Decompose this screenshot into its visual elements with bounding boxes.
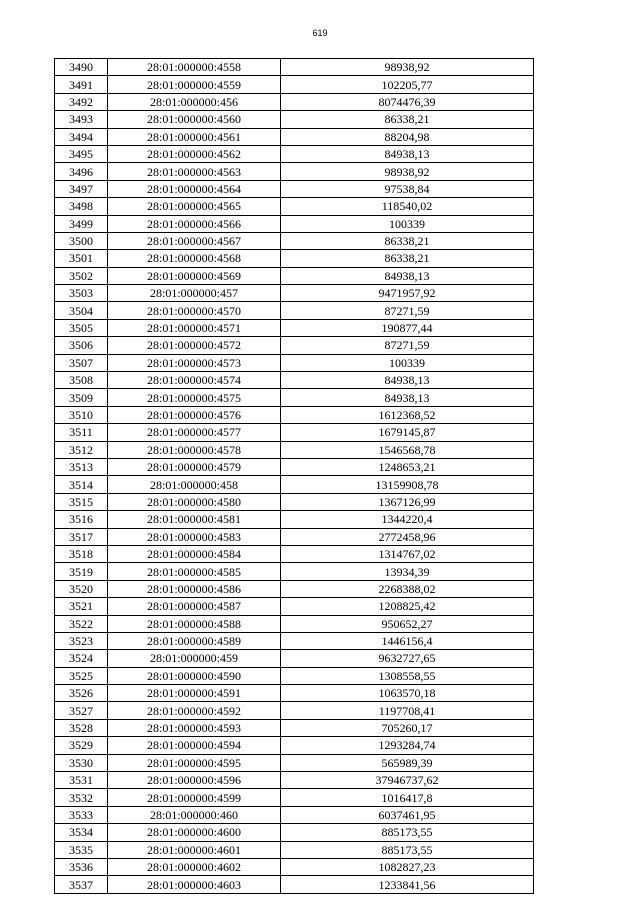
table-row xyxy=(55,59,534,76)
table-row xyxy=(55,215,534,232)
table-row xyxy=(55,493,534,510)
row-number-cell: 3534 xyxy=(55,824,108,841)
row-number-cell: 3491 xyxy=(55,76,108,93)
cadastral-value-cell: 1197708,41 xyxy=(281,702,534,719)
row-number-cell: 3533 xyxy=(55,806,108,823)
cadastral-number-cell: 28:01:000000:4593 xyxy=(108,719,281,736)
table-row xyxy=(55,424,534,441)
cadastral-number-cell: 28:01:000000:4600 xyxy=(108,824,281,841)
cadastral-number-cell: 28:01:000000:460 xyxy=(108,806,281,823)
row-number-cell: 3500 xyxy=(55,232,108,249)
cadastral-value-cell: 705260,17 xyxy=(281,719,534,736)
table-row xyxy=(55,806,534,823)
cadastral-value-cell: 1367126,99 xyxy=(281,493,534,510)
cadastral-value-cell: 13159908,78 xyxy=(281,476,534,493)
row-number-cell: 3511 xyxy=(55,424,108,441)
cadastral-number-cell: 28:01:000000:4562 xyxy=(108,145,281,162)
cadastral-number-cell: 28:01:000000:4589 xyxy=(108,632,281,649)
table-row xyxy=(55,198,534,215)
cadastral-number-cell: 28:01:000000:459 xyxy=(108,650,281,667)
table-row xyxy=(55,111,534,128)
cadastral-value-cell: 88204,98 xyxy=(281,128,534,145)
cadastral-value-table xyxy=(54,58,534,894)
cadastral-number-cell: 28:01:000000:4569 xyxy=(108,267,281,284)
table-row xyxy=(55,858,534,875)
row-number-cell: 3522 xyxy=(55,615,108,632)
row-number-cell: 3509 xyxy=(55,389,108,406)
row-number-cell: 3495 xyxy=(55,145,108,162)
table-row xyxy=(55,93,534,110)
table-row xyxy=(55,458,534,475)
row-number-cell: 3492 xyxy=(55,93,108,110)
cadastral-value-cell: 86338,21 xyxy=(281,250,534,267)
table-row xyxy=(55,876,534,893)
row-number-cell: 3514 xyxy=(55,476,108,493)
table-row xyxy=(55,824,534,841)
cadastral-value-cell: 100339 xyxy=(281,354,534,371)
table-row xyxy=(55,180,534,197)
row-number-cell: 3506 xyxy=(55,337,108,354)
cadastral-number-cell: 28:01:000000:4587 xyxy=(108,598,281,615)
cadastral-number-cell: 28:01:000000:4566 xyxy=(108,215,281,232)
cadastral-number-cell: 28:01:000000:4580 xyxy=(108,493,281,510)
cadastral-number-cell: 28:01:000000:458 xyxy=(108,476,281,493)
cadastral-value-cell: 8074476,39 xyxy=(281,93,534,110)
table-row xyxy=(55,302,534,319)
cadastral-value-cell: 1314767,02 xyxy=(281,545,534,562)
cadastral-number-cell: 28:01:000000:4586 xyxy=(108,580,281,597)
cadastral-value-cell: 9632727,65 xyxy=(281,650,534,667)
cadastral-value-cell: 87271,59 xyxy=(281,337,534,354)
table-row xyxy=(55,250,534,267)
table-row xyxy=(55,598,534,615)
table-row xyxy=(55,632,534,649)
cadastral-number-cell: 28:01:000000:4585 xyxy=(108,563,281,580)
cadastral-value-cell: 84938,13 xyxy=(281,372,534,389)
row-number-cell: 3520 xyxy=(55,580,108,597)
cadastral-value-cell: 84938,13 xyxy=(281,267,534,284)
cadastral-value-cell: 1082827,23 xyxy=(281,858,534,875)
cadastral-number-cell: 28:01:000000:4560 xyxy=(108,111,281,128)
table-row xyxy=(55,145,534,162)
table-row xyxy=(55,76,534,93)
cadastral-value-cell: 86338,21 xyxy=(281,111,534,128)
cadastral-value-cell: 37946737,62 xyxy=(281,772,534,789)
cadastral-value-cell: 84938,13 xyxy=(281,145,534,162)
table-row xyxy=(55,789,534,806)
table-row xyxy=(55,128,534,145)
cadastral-value-cell: 2268388,02 xyxy=(281,580,534,597)
row-number-cell: 3526 xyxy=(55,685,108,702)
cadastral-value-cell: 565989,39 xyxy=(281,754,534,771)
row-number-cell: 3516 xyxy=(55,511,108,528)
cadastral-value-cell: 87271,59 xyxy=(281,302,534,319)
table-row xyxy=(55,841,534,858)
cadastral-value-cell: 1233841,56 xyxy=(281,876,534,893)
cadastral-value-cell: 100339 xyxy=(281,215,534,232)
cadastral-value-cell: 1208825,42 xyxy=(281,598,534,615)
cadastral-number-cell: 28:01:000000:4567 xyxy=(108,232,281,249)
cadastral-value-cell: 102205,77 xyxy=(281,76,534,93)
row-number-cell: 3537 xyxy=(55,876,108,893)
cadastral-value-cell: 84938,13 xyxy=(281,389,534,406)
cadastral-number-cell: 28:01:000000:4579 xyxy=(108,458,281,475)
cadastral-value-cell: 1063570,18 xyxy=(281,685,534,702)
cadastral-value-cell: 1679145,87 xyxy=(281,424,534,441)
cadastral-number-cell: 28:01:000000:456 xyxy=(108,93,281,110)
table-row xyxy=(55,719,534,736)
row-number-cell: 3501 xyxy=(55,250,108,267)
row-number-cell: 3517 xyxy=(55,528,108,545)
row-number-cell: 3519 xyxy=(55,563,108,580)
row-number-cell: 3527 xyxy=(55,702,108,719)
cadastral-value-cell: 1248653,21 xyxy=(281,458,534,475)
row-number-cell: 3536 xyxy=(55,858,108,875)
cadastral-number-cell: 28:01:000000:4596 xyxy=(108,772,281,789)
cadastral-value-cell: 950652,27 xyxy=(281,615,534,632)
row-number-cell: 3523 xyxy=(55,632,108,649)
cadastral-number-cell: 28:01:000000:4570 xyxy=(108,302,281,319)
row-number-cell: 3530 xyxy=(55,754,108,771)
table-row xyxy=(55,772,534,789)
row-number-cell: 3507 xyxy=(55,354,108,371)
cadastral-value-cell: 1016417,8 xyxy=(281,789,534,806)
row-number-cell: 3518 xyxy=(55,545,108,562)
cadastral-number-cell: 28:01:000000:4599 xyxy=(108,789,281,806)
cadastral-value-cell: 9471957,92 xyxy=(281,285,534,302)
cadastral-number-cell: 28:01:000000:4572 xyxy=(108,337,281,354)
row-number-cell: 3521 xyxy=(55,598,108,615)
cadastral-number-cell: 28:01:000000:4583 xyxy=(108,528,281,545)
cadastral-number-cell: 28:01:000000:4595 xyxy=(108,754,281,771)
row-number-cell: 3510 xyxy=(55,406,108,423)
cadastral-value-cell: 1446156,4 xyxy=(281,632,534,649)
table-row xyxy=(55,563,534,580)
row-number-cell: 3532 xyxy=(55,789,108,806)
table-row xyxy=(55,232,534,249)
table-body xyxy=(55,59,534,894)
row-number-cell: 3498 xyxy=(55,198,108,215)
table-row xyxy=(55,702,534,719)
table-row xyxy=(55,354,534,371)
cadastral-number-cell: 28:01:000000:4571 xyxy=(108,319,281,336)
row-number-cell: 3493 xyxy=(55,111,108,128)
cadastral-value-cell: 97538,84 xyxy=(281,180,534,197)
row-number-cell: 3497 xyxy=(55,180,108,197)
cadastral-value-cell: 2772458,96 xyxy=(281,528,534,545)
row-number-cell: 3490 xyxy=(55,59,108,76)
cadastral-number-cell: 28:01:000000:4592 xyxy=(108,702,281,719)
row-number-cell: 3524 xyxy=(55,650,108,667)
cadastral-value-cell: 98938,92 xyxy=(281,59,534,76)
cadastral-value-cell: 1308558,55 xyxy=(281,667,534,684)
row-number-cell: 3496 xyxy=(55,163,108,180)
table-row xyxy=(55,319,534,336)
row-number-cell: 3504 xyxy=(55,302,108,319)
cadastral-value-cell: 6037461,95 xyxy=(281,806,534,823)
cadastral-number-cell: 28:01:000000:4590 xyxy=(108,667,281,684)
cadastral-value-cell: 190877,44 xyxy=(281,319,534,336)
table-row xyxy=(55,667,534,684)
table-row xyxy=(55,545,534,562)
cadastral-value-cell: 1612368,52 xyxy=(281,406,534,423)
cadastral-number-cell: 28:01:000000:4565 xyxy=(108,198,281,215)
page-number: 619 xyxy=(312,28,328,38)
cadastral-number-cell: 28:01:000000:4578 xyxy=(108,441,281,458)
cadastral-number-cell: 28:01:000000:4577 xyxy=(108,424,281,441)
table-row xyxy=(55,372,534,389)
cadastral-value-cell: 98938,92 xyxy=(281,163,534,180)
cadastral-value-cell: 118540,02 xyxy=(281,198,534,215)
table-row xyxy=(55,267,534,284)
row-number-cell: 3505 xyxy=(55,319,108,336)
cadastral-number-cell: 28:01:000000:4602 xyxy=(108,858,281,875)
table-row xyxy=(55,737,534,754)
table-row xyxy=(55,580,534,597)
cadastral-number-cell: 28:01:000000:4561 xyxy=(108,128,281,145)
cadastral-number-cell: 28:01:000000:4591 xyxy=(108,685,281,702)
cadastral-value-cell: 1293284,74 xyxy=(281,737,534,754)
row-number-cell: 3529 xyxy=(55,737,108,754)
row-number-cell: 3531 xyxy=(55,772,108,789)
cadastral-number-cell: 28:01:000000:4559 xyxy=(108,76,281,93)
row-number-cell: 3494 xyxy=(55,128,108,145)
cadastral-number-cell: 28:01:000000:457 xyxy=(108,285,281,302)
row-number-cell: 3502 xyxy=(55,267,108,284)
cadastral-value-cell: 86338,21 xyxy=(281,232,534,249)
cadastral-number-cell: 28:01:000000:4594 xyxy=(108,737,281,754)
row-number-cell: 3528 xyxy=(55,719,108,736)
table-row xyxy=(55,511,534,528)
cadastral-value-cell: 885173,55 xyxy=(281,841,534,858)
cadastral-number-cell: 28:01:000000:4581 xyxy=(108,511,281,528)
row-number-cell: 3513 xyxy=(55,458,108,475)
table-row xyxy=(55,528,534,545)
row-number-cell: 3535 xyxy=(55,841,108,858)
cadastral-number-cell: 28:01:000000:4564 xyxy=(108,180,281,197)
cadastral-number-cell: 28:01:000000:4588 xyxy=(108,615,281,632)
row-number-cell: 3508 xyxy=(55,372,108,389)
table-row xyxy=(55,650,534,667)
cadastral-value-cell: 1546568,78 xyxy=(281,441,534,458)
cadastral-number-cell: 28:01:000000:4575 xyxy=(108,389,281,406)
table-row xyxy=(55,163,534,180)
cadastral-number-cell: 28:01:000000:4603 xyxy=(108,876,281,893)
cadastral-number-cell: 28:01:000000:4576 xyxy=(108,406,281,423)
cadastral-number-cell: 28:01:000000:4558 xyxy=(108,59,281,76)
table-row xyxy=(55,754,534,771)
cadastral-number-cell: 28:01:000000:4573 xyxy=(108,354,281,371)
cadastral-value-cell: 885173,55 xyxy=(281,824,534,841)
cadastral-number-cell: 28:01:000000:4568 xyxy=(108,250,281,267)
cadastral-number-cell: 28:01:000000:4563 xyxy=(108,163,281,180)
row-number-cell: 3525 xyxy=(55,667,108,684)
table-row xyxy=(55,476,534,493)
cadastral-number-cell: 28:01:000000:4601 xyxy=(108,841,281,858)
cadastral-number-cell: 28:01:000000:4584 xyxy=(108,545,281,562)
row-number-cell: 3503 xyxy=(55,285,108,302)
cadastral-number-cell: 28:01:000000:4574 xyxy=(108,372,281,389)
cadastral-value-cell: 13934,39 xyxy=(281,563,534,580)
row-number-cell: 3499 xyxy=(55,215,108,232)
table-row xyxy=(55,337,534,354)
table-row xyxy=(55,441,534,458)
table-row xyxy=(55,285,534,302)
cadastral-value-cell: 1344220,4 xyxy=(281,511,534,528)
table-row xyxy=(55,389,534,406)
row-number-cell: 3512 xyxy=(55,441,108,458)
table-row xyxy=(55,615,534,632)
table-row xyxy=(55,685,534,702)
row-number-cell: 3515 xyxy=(55,493,108,510)
table-row xyxy=(55,406,534,423)
